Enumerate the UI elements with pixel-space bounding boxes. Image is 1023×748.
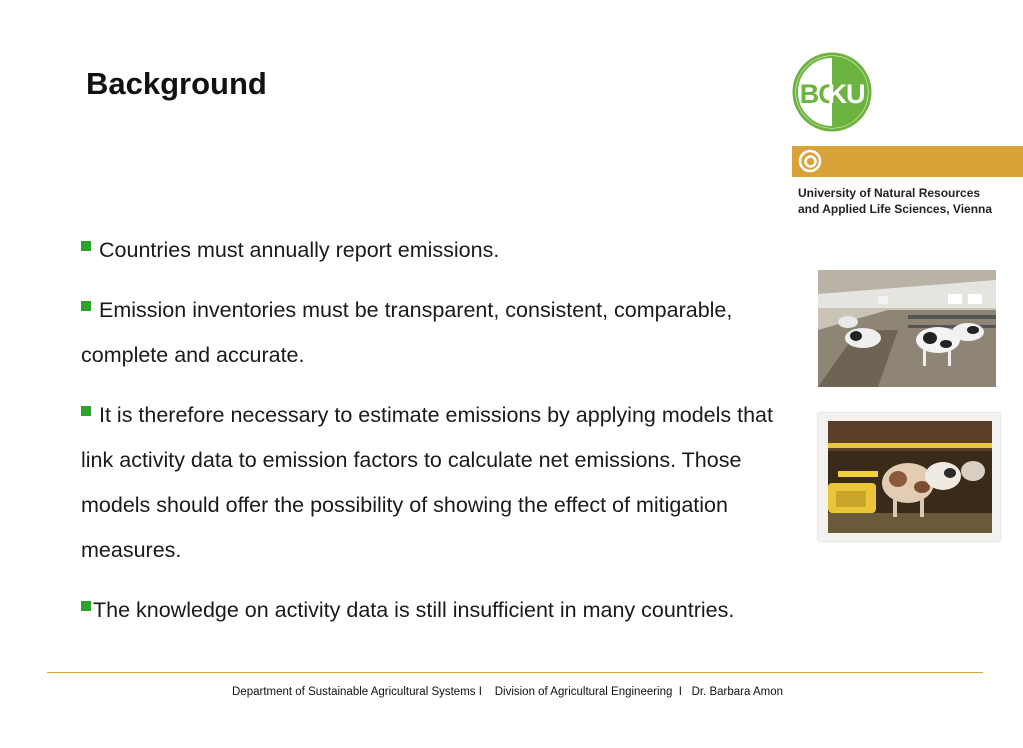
bullet-item [81, 228, 796, 273]
bullet-square-icon [81, 406, 91, 416]
footer-text: Department of Sustainable Agricultural Systems I Division of Agricultural Engineering I Dr. Barbara Amon [232, 686, 783, 698]
bullet-text: It is therefore necessary to estimate emissions by applying models that link activity data to emission factors to calculate net emissions. Those models should offer the possibility of showing the effect of mitigation measures. [81, 403, 773, 562]
slide-title: Background [86, 66, 267, 101]
university-name [798, 185, 1023, 217]
bullet-square-icon [81, 601, 91, 611]
swirl-icon [798, 149, 822, 173]
footer-divider [47, 672, 983, 673]
barn-photo [818, 270, 996, 387]
feeding-photo [828, 421, 992, 533]
bullet-item [81, 393, 796, 573]
bullet-text: Emission inventories must be transparent, consistent, comparable, complete and accurate. [81, 298, 733, 367]
bullet-square-icon [81, 241, 91, 251]
boku-logo [792, 52, 872, 132]
bullet-square-icon [81, 301, 91, 311]
feeding-photo-frame [818, 413, 1000, 541]
bullet-item [81, 588, 796, 633]
bullet-list [81, 228, 796, 648]
svg-text:BO: BO [799, 79, 839, 109]
bullet-item [81, 288, 796, 378]
bullet-text: The knowledge on activity data is still insufficient in many countries. [93, 598, 735, 622]
svg-text:KU: KU [827, 79, 865, 109]
university-line-1: University of Natural Resources [798, 186, 981, 200]
university-line-2: and Applied Life Sciences, Vienna [798, 202, 993, 216]
brand-band [792, 146, 1023, 177]
bullet-text: Countries must annually report emissions. [99, 238, 500, 262]
